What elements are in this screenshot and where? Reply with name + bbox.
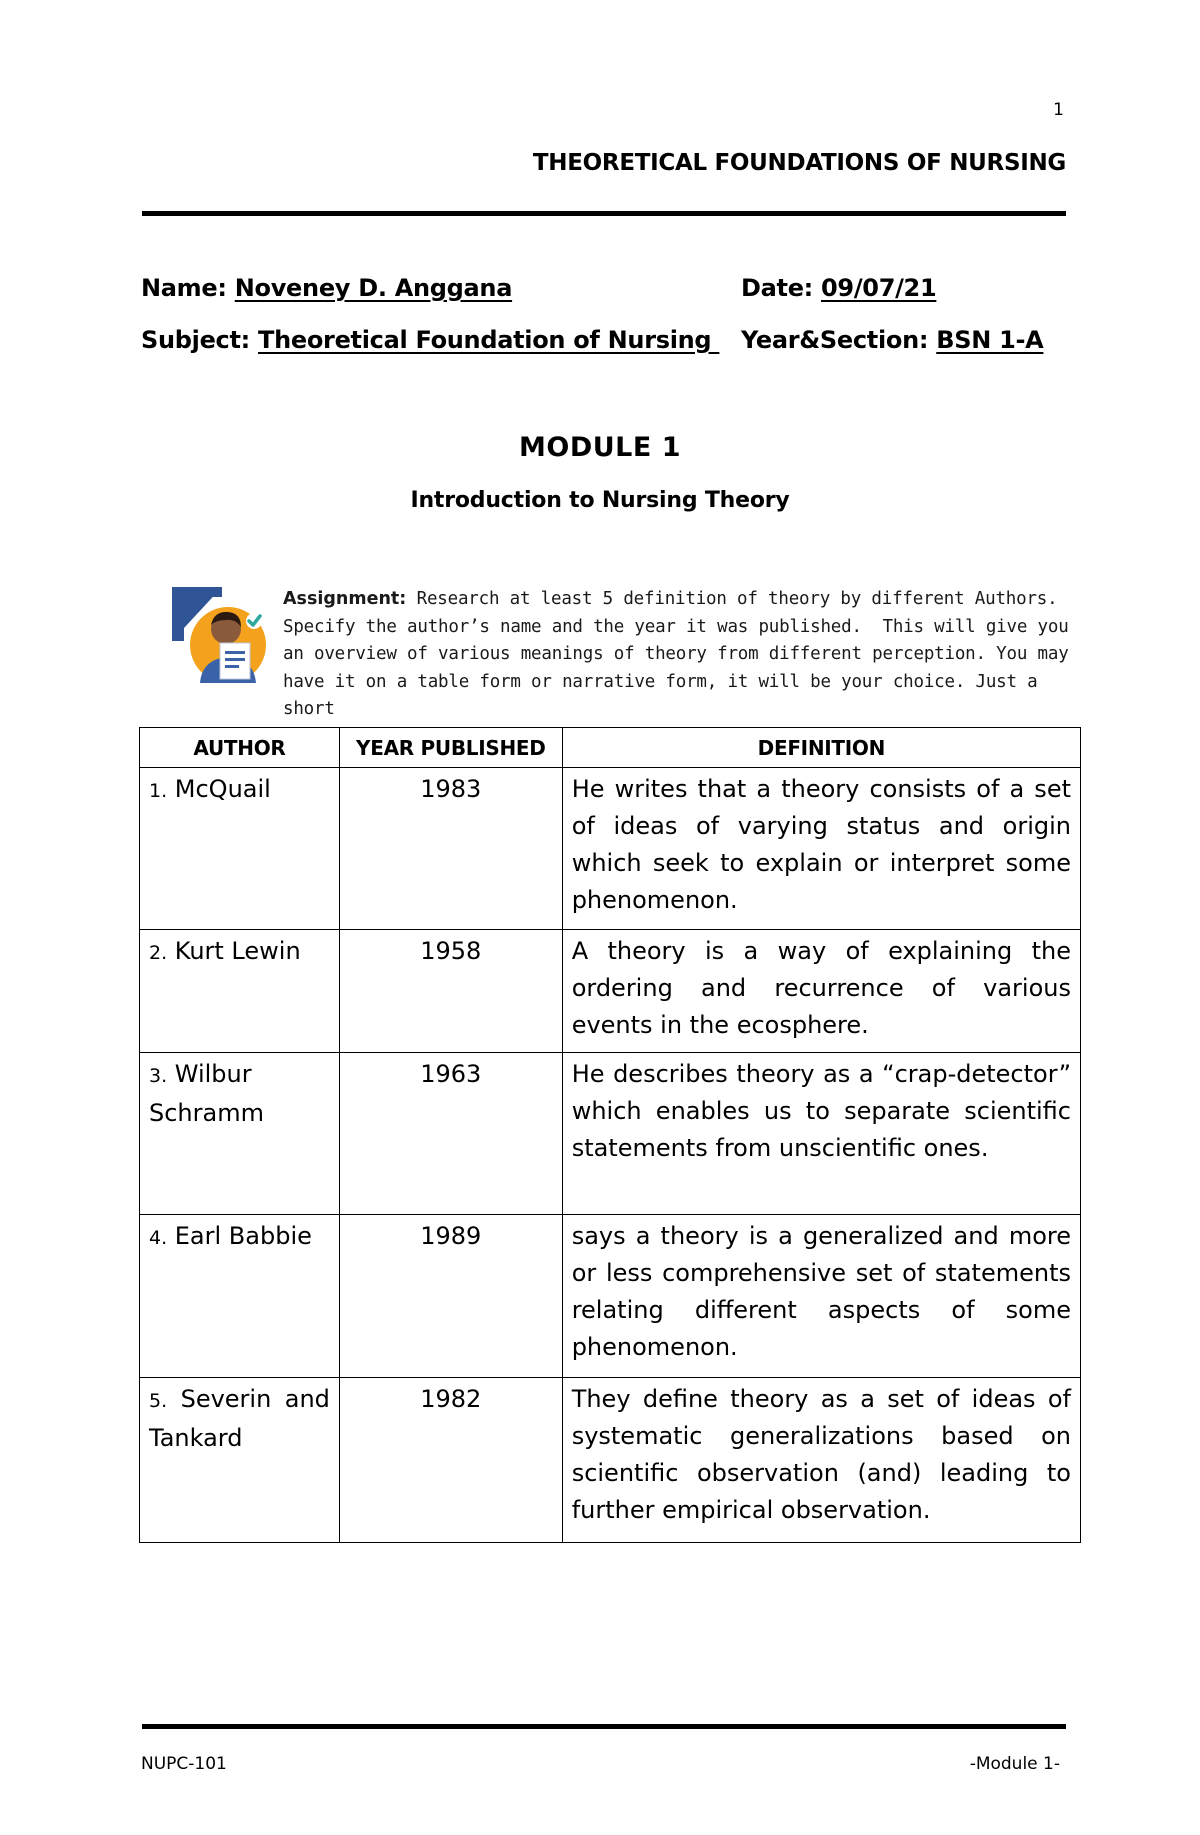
row-number: 5.	[149, 1390, 168, 1412]
year-section-field	[741, 326, 1043, 354]
year-section-value: BSN 1-A	[936, 326, 1044, 354]
year-cell: 1982	[339, 1378, 562, 1543]
footer-rule	[142, 1724, 1066, 1729]
assignment-text	[283, 586, 1079, 724]
assignment-student-icon	[170, 585, 274, 689]
author-cell	[140, 1215, 340, 1378]
header-author: AUTHOR	[140, 728, 340, 768]
footer-course-code: NUPC-101	[141, 1754, 227, 1774]
year-cell: 1958	[339, 930, 562, 1053]
header-year-published: YEAR PUBLISHED	[339, 728, 562, 768]
name-label: Name:	[141, 274, 227, 302]
table-row	[140, 930, 1081, 1053]
assignment-label: Assignment	[283, 589, 400, 609]
subject-value: Theoretical Foundation of Nursing	[258, 326, 720, 354]
assignment-body: Research at least 5 definition of theory by different Authors. Specify the author’s name and the year it was published. This will give you an overview of various meanings of theory from different perception. You may have it on a table form or narrative form, it will be your choice. Just a short	[283, 589, 1079, 719]
author-name: Earl Babbie	[167, 1222, 312, 1250]
module-subtitle: Introduction to Nursing Theory	[410, 488, 790, 513]
year-cell: 1983	[339, 768, 562, 930]
running-title: THEORETICAL FOUNDATIONS OF NURSING	[532, 150, 1066, 176]
definition-cell: They define theory as a set of ideas of systematic generalizations based on scientific observation (and) leading to further empirical observation.	[562, 1378, 1080, 1543]
table-row	[140, 1215, 1081, 1378]
date-value: 09/07/21	[821, 274, 937, 302]
table-row	[140, 1378, 1081, 1543]
name-field	[141, 274, 512, 302]
row-number: 2.	[149, 942, 168, 964]
date-label: Date:	[741, 274, 813, 302]
assignment-colon: :	[399, 589, 407, 609]
year-cell: 1963	[339, 1053, 562, 1215]
definition-cell: He writes that a theory consists of a set of ideas of varying status and origin which seek to explain or interpret some phenomenon.	[562, 768, 1080, 930]
name-value: Noveney D. Anggana	[234, 274, 513, 302]
author-name: Severin and Tankard	[149, 1385, 330, 1452]
table-row	[140, 1053, 1081, 1215]
author-name: McQuail	[167, 775, 271, 803]
author-cell	[140, 1378, 340, 1543]
theory-definitions-table	[139, 727, 1081, 1543]
author-cell	[140, 1053, 340, 1215]
date-field	[741, 274, 936, 302]
author-cell	[140, 768, 340, 930]
definition-cell: He describes theory as a “crap-detector” which enables us to separate scientific statements from unscientific ones.	[562, 1053, 1080, 1215]
year-cell: 1989	[339, 1215, 562, 1378]
subject-field	[141, 326, 719, 354]
row-number: 4.	[149, 1227, 168, 1249]
author-name: Wilbur Schramm	[149, 1060, 264, 1127]
table-row	[140, 768, 1081, 930]
year-section-label: Year&Section:	[741, 326, 929, 354]
author-cell	[140, 930, 340, 1053]
row-number: 3.	[149, 1065, 168, 1087]
table-header-row	[140, 728, 1081, 768]
page-number: 1	[1053, 100, 1064, 120]
row-number: 1.	[149, 780, 168, 802]
header-rule	[142, 211, 1066, 216]
module-title: MODULE 1	[519, 432, 681, 463]
definition-cell: A theory is a way of explaining the ordering and recurrence of various events in the ecosphere.	[562, 930, 1080, 1053]
subject-label: Subject:	[141, 326, 250, 354]
author-name: Kurt Lewin	[167, 937, 301, 965]
header-definition: DEFINITION	[562, 728, 1080, 768]
definition-cell: says a theory is a generalized and more or less comprehensive set of statements relating different aspects of some phenomenon.	[562, 1215, 1080, 1378]
footer-module-label: -Module 1-	[969, 1754, 1060, 1774]
